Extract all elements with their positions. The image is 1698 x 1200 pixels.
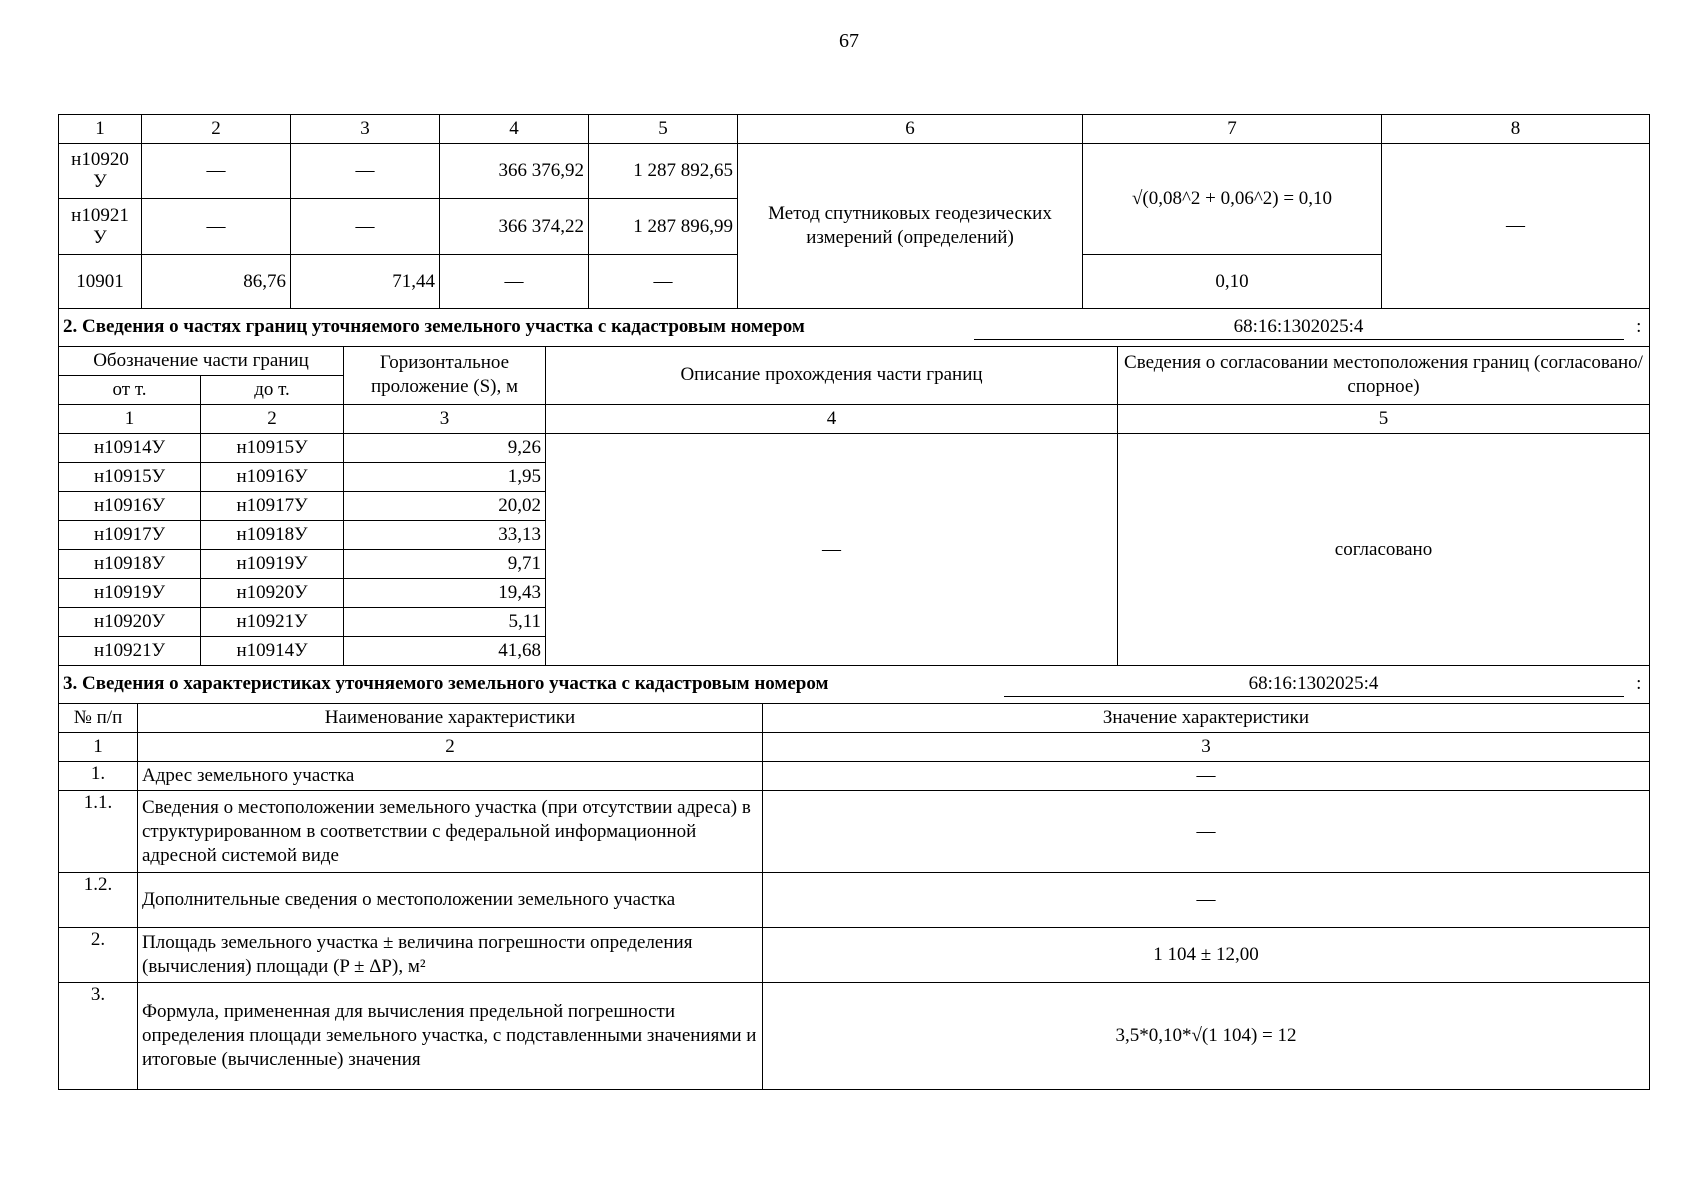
method-cell: Метод спутниковых геодезических измерений (определений): [738, 144, 1083, 309]
to-point: н10918У: [201, 521, 344, 550]
row-num: 1.: [59, 762, 138, 791]
col-number: 5: [589, 115, 738, 144]
row-name: Дополнительные сведения о местоположении земельного участка: [138, 873, 763, 928]
row-name: Формула, примененная для вычисления предельной погрешности определения площади земельного участка, с подставленными значениями и итоговые (вычисленные) значения: [138, 983, 763, 1090]
coord-x: 366 374,22: [440, 199, 589, 255]
precision-value: 0,10: [1083, 255, 1382, 309]
header-description: Описание прохождения части границ: [546, 347, 1118, 405]
length-value: 33,13: [344, 521, 546, 550]
row-name: Адрес земельного участка: [138, 762, 763, 791]
row-value: 3,5*0,10*√(1 104) = 12: [763, 983, 1650, 1090]
section2-cadastral-wrap: [969, 309, 1629, 346]
length-value: 20,02: [344, 492, 546, 521]
precision-formula: √(0,08^2 + 0,06^2) = 0,10: [1083, 144, 1382, 255]
section3-colon: :: [1629, 666, 1650, 703]
table-header-row: [59, 115, 1650, 144]
col-number: 6: [738, 115, 1083, 144]
row-num: 2.: [59, 928, 138, 983]
length-value: 5,11: [344, 608, 546, 637]
from-point: н10916У: [59, 492, 201, 521]
cell-value: —: [291, 199, 440, 255]
agreement-value: согласовано: [1118, 434, 1650, 666]
col-number: 2: [201, 405, 344, 434]
section2-title-row: [58, 309, 1650, 347]
header-from: от т.: [59, 376, 201, 405]
row-value: 1 104 ± 12,00: [763, 928, 1650, 983]
col-number: 7: [1083, 115, 1382, 144]
col-number: 2: [142, 115, 291, 144]
coord-y: —: [589, 255, 738, 309]
cell-value: —: [142, 199, 291, 255]
section2-cadastral-number: 68:16:1302025:4: [974, 315, 1624, 340]
col-number: 5: [1118, 405, 1650, 434]
from-point: н10921У: [59, 637, 201, 666]
length-value: 41,68: [344, 637, 546, 666]
row-num: 1.1.: [59, 791, 138, 873]
table-row: [59, 762, 1650, 791]
document-sheet: [58, 114, 1649, 1090]
section3-title-row: [58, 666, 1650, 704]
col-number: 2: [138, 733, 763, 762]
to-point: н10917У: [201, 492, 344, 521]
row-name: Сведения о местоположении земельного участка (при отсутствии адреса) в структурированном в соответствии с федеральной информационной адресной системой виде: [138, 791, 763, 873]
col-number: 4: [440, 115, 589, 144]
header-to: до т.: [201, 376, 344, 405]
to-point: н10916У: [201, 463, 344, 492]
cell-value: 86,76: [142, 255, 291, 309]
col-number: 3: [291, 115, 440, 144]
col-number: 1: [59, 733, 138, 762]
table-row: [59, 144, 1650, 199]
coord-y: 1 287 896,99: [589, 199, 738, 255]
header-num: № п/п: [59, 704, 138, 733]
point-name: н10921 У: [59, 199, 142, 255]
coord-x: —: [440, 255, 589, 309]
table-row: [59, 928, 1650, 983]
to-point: н10919У: [201, 550, 344, 579]
boundary-parts-table: [58, 347, 1650, 667]
section3-cadastral-wrap: [999, 666, 1629, 703]
cell-value: —: [142, 144, 291, 199]
length-value: 9,71: [344, 550, 546, 579]
row-num: 3.: [59, 983, 138, 1090]
from-point: н10919У: [59, 579, 201, 608]
from-point: н10917У: [59, 521, 201, 550]
from-point: н10918У: [59, 550, 201, 579]
column-numbers-row: [59, 405, 1650, 434]
col-number: 3: [763, 733, 1650, 762]
row-value: —: [763, 873, 1650, 928]
row-num: 1.2.: [59, 873, 138, 928]
from-point: н10914У: [59, 434, 201, 463]
from-point: н10920У: [59, 608, 201, 637]
table-row: [59, 434, 1650, 463]
length-value: 19,43: [344, 579, 546, 608]
section3-cadastral-number: 68:16:1302025:4: [1004, 672, 1624, 697]
to-point: н10920У: [201, 579, 344, 608]
to-point: н10921У: [201, 608, 344, 637]
to-point: н10914У: [201, 637, 344, 666]
col-number: 1: [59, 115, 142, 144]
section2-title: 2. Сведения о частях границ уточняемого земельного участка с кадастровым номером: [59, 309, 969, 346]
point-name: н10920 У: [59, 144, 142, 199]
section2-colon: :: [1629, 309, 1650, 346]
coord-x: 366 376,92: [440, 144, 589, 199]
col-number: 4: [546, 405, 1118, 434]
header-name: Наименование характеристики: [138, 704, 763, 733]
row-value: —: [763, 791, 1650, 873]
characteristics-table: [58, 704, 1650, 1091]
page-number: 67: [839, 30, 859, 52]
length-value: 9,26: [344, 434, 546, 463]
row-name: Площадь земельного участка ± величина погрешности определения (вычисления) площади (P ± ΔP), м²: [138, 928, 763, 983]
column-numbers-row: [59, 733, 1650, 762]
cell-value: —: [291, 144, 440, 199]
header-length: Горизонтальное проложение (S), м: [344, 347, 546, 405]
coord-y: 1 287 892,65: [589, 144, 738, 199]
col-number: 8: [1382, 115, 1650, 144]
col-number: 1: [59, 405, 201, 434]
point-name: 10901: [59, 255, 142, 309]
table-row: [59, 983, 1650, 1090]
cell-value: 71,44: [291, 255, 440, 309]
header-designation: Обозначение части границ: [59, 347, 344, 376]
coordinates-table: [58, 114, 1650, 309]
col8-value: —: [1382, 144, 1650, 309]
row-value: —: [763, 762, 1650, 791]
table-row: [59, 873, 1650, 928]
col-number: 3: [344, 405, 546, 434]
section3-title: 3. Сведения о характеристиках уточняемого земельного участка с кадастровым номером: [59, 666, 999, 703]
to-point: н10915У: [201, 434, 344, 463]
description-value: —: [546, 434, 1118, 666]
from-point: н10915У: [59, 463, 201, 492]
length-value: 1,95: [344, 463, 546, 492]
table-row: [59, 791, 1650, 873]
header-agreement: Сведения о согласовании местоположения границ (согласовано/спорное): [1118, 347, 1650, 405]
header-value: Значение характеристики: [763, 704, 1650, 733]
